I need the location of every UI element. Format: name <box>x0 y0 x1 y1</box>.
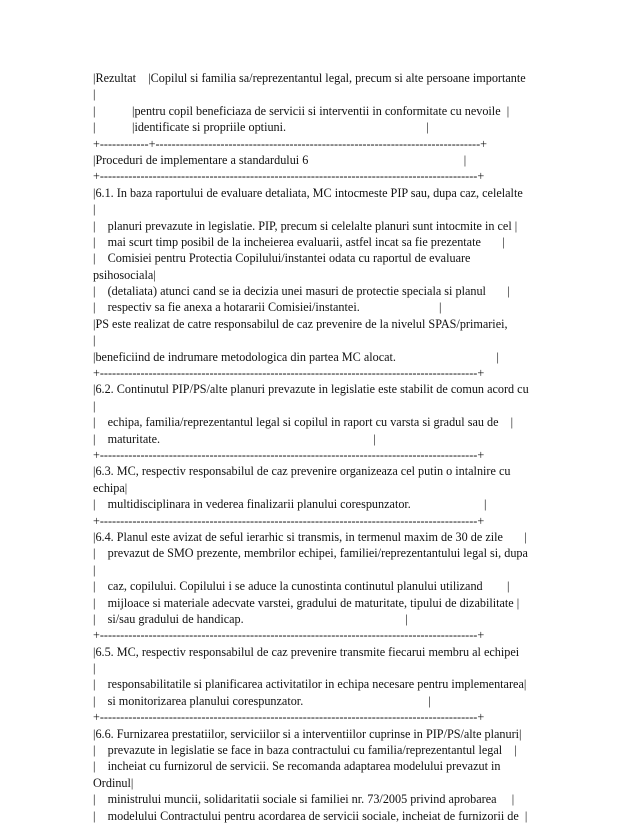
text-line: | mai scurt timp posibil de la incheierea evaluarii, astfel incat sa fie prezentate | <box>93 234 505 249</box>
text-line: +---------------------------------------------------------------------------------------------+ <box>93 628 485 643</box>
text-line: | incheiat cu furnizorul de servicii. Se recomanda adaptarea modelului prevazut in <box>93 759 501 774</box>
text-line: |Proceduri de implementare a standardului 6 | <box>93 152 467 167</box>
text-line: |PS este realizat de catre responsabilul de caz prevenire de la nivelul SPAS/primariei, <box>93 316 508 331</box>
text-line: |6.5. MC, respectiv responsabilul de caz prevenire transmite fiecarui membru al echipei <box>93 644 520 659</box>
text-line: |Rezultat |Copilul si familia sa/reprezentantul legal, precum si alte persoane importante <box>93 71 526 85</box>
text-line: | respectiv sa fie anexa a hotararii Comisiei/instantei. | <box>93 300 442 315</box>
text-line: Ordinul| <box>93 775 134 790</box>
text-line: | planuri prevazute in legislatie. PIP, precum si celelalte planuri sunt intocmite in cel | <box>93 218 518 233</box>
text-line: | <box>93 562 96 577</box>
text-line: | <box>93 398 96 413</box>
text-line: | Comisiei pentru Protectia Copilului/instantei odata cu raportul de evaluare <box>93 251 471 266</box>
text-line: | |identificate si propriile optiuni. | <box>93 120 429 135</box>
document-page <box>93 70 633 824</box>
text-line: | mijloace si materiale adecvate varstei, gradului de maturitate, tipului de dizabilitate | <box>93 595 520 610</box>
text-line: | (detaliata) atunci cand se ia decizia unei masuri de protectie speciala si planul | <box>93 284 510 299</box>
text-line: +------------+--------------------------------------------------------------------------------+ <box>93 136 488 151</box>
text-line: | prevazut de SMO prezente, membrilor echipei, familiei/reprezentantului legal si, dupa <box>93 546 528 561</box>
text-line: +---------------------------------------------------------------------------------------------+ <box>93 513 485 528</box>
text-line: | caz, copilului. Copilului i se aduce la cunostinta continutul planului utilizand | <box>93 579 510 594</box>
text-line: psihosociala| <box>93 267 156 282</box>
text-line: | <box>93 87 96 102</box>
text-line: | si/sau gradului de handicap. | <box>93 611 408 626</box>
text-line: |6.1. In baza raportului de evaluare detaliata, MC intocmeste PIP sau, dupa caz, celelalte <box>93 185 523 200</box>
text-line: | echipa, familia/reprezentantul legal si copilul in raport cu varsta si gradul sau de | <box>93 415 514 430</box>
text-line: | multidisciplinara in vederea finalizarii planului corespunzator. | <box>93 497 487 512</box>
text-line: | maturitate. | <box>93 431 376 446</box>
text-line: |6.4. Planul este avizat de seful ierarhic si transmis, in termenul maxim de 30 de zile | <box>93 529 527 544</box>
text-line: +---------------------------------------------------------------------------------------------+ <box>93 710 485 725</box>
text-line: | responsabilitatile si planificarea activitatilor in echipa necesare pentru implementarea| <box>93 677 527 692</box>
text-line: | <box>93 661 96 676</box>
text-line: | prevazute in legislatie se face in baza contractului cu familia/reprezentantul legal | <box>93 743 517 758</box>
text-line: | <box>93 333 96 348</box>
text-line: +---------------------------------------------------------------------------------------------+ <box>93 169 485 184</box>
text-line: |beneficiind de indrumare metodologica din partea MC alocat. | <box>93 349 499 364</box>
text-line: +---------------------------------------------------------------------------------------------+ <box>93 447 485 462</box>
text-line: |6.2. Continutul PIP/PS/alte planuri prevazute in legislatie este stabilit de comun acord cu <box>93 382 529 397</box>
text-line: +---------------------------------------------------------------------------------------------+ <box>93 366 485 381</box>
text-line: |6.3. MC, respectiv responsabilul de caz prevenire organizeaza cel putin o intalnire cu <box>93 464 511 479</box>
text-line: |6.6. Furnizarea prestatiilor, serviciilor si a interventiilor cuprinse in PIP/PS/alte planuri| <box>93 726 522 741</box>
text-line: | si monitorizarea planului corespunzator. | <box>93 693 431 708</box>
text-line: | modelului Contractului pentru acordarea de servicii sociale, incheiat de furnizorii de | <box>93 808 528 823</box>
text-line: | ministrului muncii, solidaritatii sociale si familiei nr. 73/2005 privind aprobarea | <box>93 792 515 807</box>
text-line: echipa| <box>93 480 128 495</box>
text-line: | |pentru copil beneficiaza de servicii si interventii in conformitate cu nevoile | <box>93 103 510 118</box>
text-line: | <box>93 202 96 217</box>
